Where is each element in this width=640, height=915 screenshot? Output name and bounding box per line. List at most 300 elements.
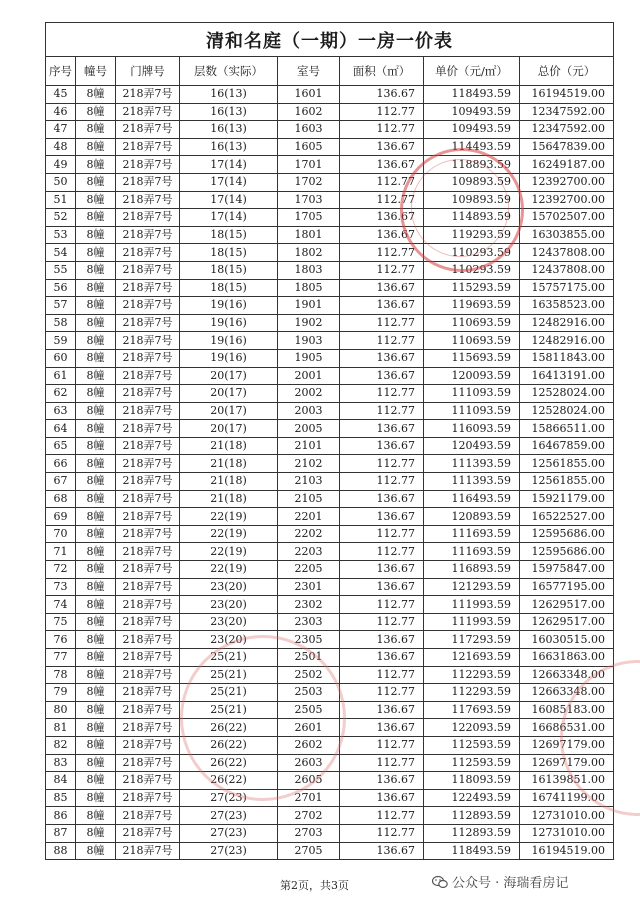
area-cell: 112.77	[340, 684, 424, 702]
building-cell: 8幢	[76, 121, 116, 139]
room-cell: 2501	[278, 649, 340, 667]
table-row	[46, 173, 614, 191]
total-price-cell: 12663348.00	[520, 666, 614, 684]
row-index-cell: 84	[46, 772, 76, 790]
total-price-cell: 16030515.00	[520, 631, 614, 649]
building-cell: 8幢	[76, 649, 116, 667]
floor-cell: 17(14)	[180, 191, 278, 209]
unit-price-cell: 109893.59	[424, 173, 520, 191]
floor-cell: 20(17)	[180, 420, 278, 438]
row-index-cell: 85	[46, 789, 76, 807]
total-price-cell: 16741199.00	[520, 789, 614, 807]
total-price-cell: 15757175.00	[520, 279, 614, 297]
floor-cell: 26(22)	[180, 754, 278, 772]
address-cell: 218弄7号	[116, 561, 180, 579]
building-cell: 8幢	[76, 86, 116, 104]
row-index-cell: 87	[46, 824, 76, 842]
room-cell: 2702	[278, 807, 340, 825]
room-cell: 1702	[278, 173, 340, 191]
building-cell: 8幢	[76, 754, 116, 772]
address-cell: 218弄7号	[116, 297, 180, 315]
floor-cell: 21(18)	[180, 490, 278, 508]
building-cell: 8幢	[76, 543, 116, 561]
total-price-cell: 16413191.00	[520, 367, 614, 385]
table-row	[46, 490, 614, 508]
floor-cell: 19(16)	[180, 297, 278, 315]
building-cell: 8幢	[76, 367, 116, 385]
row-index-cell: 71	[46, 543, 76, 561]
floor-cell: 20(17)	[180, 367, 278, 385]
price-table-sheet	[45, 22, 613, 860]
address-cell: 218弄7号	[116, 789, 180, 807]
table-row	[46, 437, 614, 455]
area-cell: 136.67	[340, 349, 424, 367]
room-cell: 1805	[278, 279, 340, 297]
row-index-cell: 55	[46, 261, 76, 279]
table-row	[46, 613, 614, 631]
address-cell: 218弄7号	[116, 596, 180, 614]
building-cell: 8幢	[76, 156, 116, 174]
floor-cell: 26(22)	[180, 719, 278, 737]
address-cell: 218弄7号	[116, 772, 180, 790]
floor-cell: 21(18)	[180, 455, 278, 473]
column-header: 幢号	[76, 57, 116, 86]
watermark	[432, 872, 568, 891]
unit-price-cell: 111393.59	[424, 473, 520, 491]
table-title: 清和名庭（一期）一房一价表	[46, 23, 614, 57]
room-cell: 1701	[278, 156, 340, 174]
address-cell: 218弄7号	[116, 490, 180, 508]
address-cell: 218弄7号	[116, 244, 180, 262]
building-cell: 8幢	[76, 455, 116, 473]
room-cell: 2302	[278, 596, 340, 614]
address-cell: 218弄7号	[116, 402, 180, 420]
row-index-cell: 53	[46, 226, 76, 244]
area-cell: 112.77	[340, 402, 424, 420]
area-cell: 112.77	[340, 613, 424, 631]
total-price-cell: 16085183.00	[520, 701, 614, 719]
floor-cell: 22(19)	[180, 508, 278, 526]
unit-price-cell: 112893.59	[424, 807, 520, 825]
address-cell: 218弄7号	[116, 473, 180, 491]
unit-price-cell: 118493.59	[424, 842, 520, 860]
area-cell: 136.67	[340, 842, 424, 860]
table-row	[46, 701, 614, 719]
table-row	[46, 332, 614, 350]
table-row	[46, 314, 614, 332]
address-cell: 218弄7号	[116, 261, 180, 279]
total-price-cell: 16249187.00	[520, 156, 614, 174]
address-cell: 218弄7号	[116, 719, 180, 737]
floor-cell: 22(19)	[180, 561, 278, 579]
table-row	[46, 367, 614, 385]
building-cell: 8幢	[76, 279, 116, 297]
unit-price-cell: 115293.59	[424, 279, 520, 297]
unit-price-cell: 122093.59	[424, 719, 520, 737]
row-index-cell: 60	[46, 349, 76, 367]
building-cell: 8幢	[76, 490, 116, 508]
address-cell: 218弄7号	[116, 226, 180, 244]
building-cell: 8幢	[76, 807, 116, 825]
total-price-cell: 12347592.00	[520, 121, 614, 139]
address-cell: 218弄7号	[116, 807, 180, 825]
total-price-cell: 12392700.00	[520, 191, 614, 209]
unit-price-cell: 122493.59	[424, 789, 520, 807]
building-cell: 8幢	[76, 244, 116, 262]
unit-price-cell: 109493.59	[424, 121, 520, 139]
table-row	[46, 385, 614, 403]
total-price-cell: 12347592.00	[520, 103, 614, 121]
unit-price-cell: 121293.59	[424, 578, 520, 596]
row-index-cell: 66	[46, 455, 76, 473]
address-cell: 218弄7号	[116, 209, 180, 227]
area-cell: 136.67	[340, 138, 424, 156]
room-cell: 2002	[278, 385, 340, 403]
row-index-cell: 64	[46, 420, 76, 438]
room-cell: 2003	[278, 402, 340, 420]
table-row	[46, 508, 614, 526]
total-price-cell: 15811843.00	[520, 349, 614, 367]
room-cell: 1802	[278, 244, 340, 262]
floor-cell: 25(21)	[180, 649, 278, 667]
room-cell: 2602	[278, 736, 340, 754]
table-row	[46, 596, 614, 614]
building-cell: 8幢	[76, 297, 116, 315]
building-cell: 8幢	[76, 332, 116, 350]
unit-price-cell: 116093.59	[424, 420, 520, 438]
room-cell: 2105	[278, 490, 340, 508]
unit-price-cell: 112293.59	[424, 684, 520, 702]
unit-price-cell: 120893.59	[424, 508, 520, 526]
address-cell: 218弄7号	[116, 420, 180, 438]
floor-cell: 23(20)	[180, 631, 278, 649]
table-row	[46, 543, 614, 561]
total-price-cell: 15921179.00	[520, 490, 614, 508]
floor-cell: 21(18)	[180, 473, 278, 491]
unit-price-cell: 114493.59	[424, 138, 520, 156]
table-row	[46, 842, 614, 860]
address-cell: 218弄7号	[116, 121, 180, 139]
room-cell: 1601	[278, 86, 340, 104]
building-cell: 8幢	[76, 349, 116, 367]
total-price-cell: 12437808.00	[520, 261, 614, 279]
area-cell: 112.77	[340, 543, 424, 561]
unit-price-cell: 109893.59	[424, 191, 520, 209]
unit-price-cell: 110293.59	[424, 261, 520, 279]
total-price-cell: 16522527.00	[520, 508, 614, 526]
table-row	[46, 824, 614, 842]
address-cell: 218弄7号	[116, 666, 180, 684]
row-index-cell: 63	[46, 402, 76, 420]
unit-price-cell: 110693.59	[424, 314, 520, 332]
address-cell: 218弄7号	[116, 138, 180, 156]
total-price-cell: 16139851.00	[520, 772, 614, 790]
unit-price-cell: 117293.59	[424, 631, 520, 649]
unit-price-cell: 115693.59	[424, 349, 520, 367]
address-cell: 218弄7号	[116, 842, 180, 860]
area-cell: 112.77	[340, 473, 424, 491]
floor-cell: 20(17)	[180, 402, 278, 420]
area-cell: 136.67	[340, 420, 424, 438]
row-index-cell: 47	[46, 121, 76, 139]
total-price-cell: 12731010.00	[520, 807, 614, 825]
row-index-cell: 86	[46, 807, 76, 825]
floor-cell: 23(20)	[180, 578, 278, 596]
building-cell: 8幢	[76, 578, 116, 596]
floor-cell: 22(19)	[180, 525, 278, 543]
column-header: 单价（元/㎡）	[424, 57, 520, 86]
building-cell: 8幢	[76, 103, 116, 121]
unit-price-cell: 116893.59	[424, 561, 520, 579]
floor-cell: 26(22)	[180, 772, 278, 790]
address-cell: 218弄7号	[116, 103, 180, 121]
area-cell: 112.77	[340, 385, 424, 403]
total-price-cell: 16686531.00	[520, 719, 614, 737]
floor-cell: 26(22)	[180, 736, 278, 754]
floor-cell: 18(15)	[180, 261, 278, 279]
unit-price-cell: 111993.59	[424, 596, 520, 614]
address-cell: 218弄7号	[116, 332, 180, 350]
address-cell: 218弄7号	[116, 508, 180, 526]
table-row	[46, 561, 614, 579]
building-cell: 8幢	[76, 209, 116, 227]
address-cell: 218弄7号	[116, 367, 180, 385]
unit-price-cell: 109493.59	[424, 103, 520, 121]
area-cell: 112.77	[340, 596, 424, 614]
row-index-cell: 50	[46, 173, 76, 191]
row-index-cell: 57	[46, 297, 76, 315]
table-row	[46, 138, 614, 156]
address-cell: 218弄7号	[116, 191, 180, 209]
total-price-cell: 12528024.00	[520, 402, 614, 420]
building-cell: 8幢	[76, 420, 116, 438]
column-header: 层数（实际）	[180, 57, 278, 86]
address-cell: 218弄7号	[116, 754, 180, 772]
unit-price-cell: 116493.59	[424, 490, 520, 508]
unit-price-cell: 118893.59	[424, 156, 520, 174]
address-cell: 218弄7号	[116, 631, 180, 649]
building-cell: 8幢	[76, 701, 116, 719]
area-cell: 136.67	[340, 789, 424, 807]
total-price-cell: 12697179.00	[520, 754, 614, 772]
area-cell: 112.77	[340, 807, 424, 825]
unit-price-cell: 114893.59	[424, 209, 520, 227]
unit-price-cell: 119293.59	[424, 226, 520, 244]
row-index-cell: 73	[46, 578, 76, 596]
room-cell: 1603	[278, 121, 340, 139]
room-cell: 1703	[278, 191, 340, 209]
area-cell: 136.67	[340, 701, 424, 719]
table-row	[46, 578, 614, 596]
building-cell: 8幢	[76, 631, 116, 649]
total-price-cell: 12629517.00	[520, 596, 614, 614]
area-cell: 136.67	[340, 631, 424, 649]
address-cell: 218弄7号	[116, 349, 180, 367]
room-cell: 2502	[278, 666, 340, 684]
table-row	[46, 754, 614, 772]
column-header: 门牌号	[116, 57, 180, 86]
total-price-cell: 16467859.00	[520, 437, 614, 455]
floor-cell: 23(20)	[180, 596, 278, 614]
area-cell: 112.77	[340, 455, 424, 473]
building-cell: 8幢	[76, 437, 116, 455]
area-cell: 136.67	[340, 226, 424, 244]
floor-cell: 27(23)	[180, 807, 278, 825]
area-cell: 136.67	[340, 490, 424, 508]
row-index-cell: 70	[46, 525, 76, 543]
floor-cell: 19(16)	[180, 314, 278, 332]
total-price-cell: 16303855.00	[520, 226, 614, 244]
area-cell: 136.67	[340, 578, 424, 596]
building-cell: 8幢	[76, 138, 116, 156]
area-cell: 136.67	[340, 561, 424, 579]
floor-cell: 19(16)	[180, 332, 278, 350]
address-cell: 218弄7号	[116, 736, 180, 754]
room-cell: 2201	[278, 508, 340, 526]
unit-price-cell: 112893.59	[424, 824, 520, 842]
room-cell: 2503	[278, 684, 340, 702]
address-cell: 218弄7号	[116, 613, 180, 631]
room-cell: 1905	[278, 349, 340, 367]
room-cell: 2601	[278, 719, 340, 737]
table-row	[46, 402, 614, 420]
row-index-cell: 88	[46, 842, 76, 860]
total-price-cell: 16577195.00	[520, 578, 614, 596]
room-cell: 2703	[278, 824, 340, 842]
total-price-cell: 12528024.00	[520, 385, 614, 403]
row-index-cell: 62	[46, 385, 76, 403]
row-index-cell: 45	[46, 86, 76, 104]
floor-cell: 18(15)	[180, 244, 278, 262]
total-price-cell: 15647839.00	[520, 138, 614, 156]
row-index-cell: 82	[46, 736, 76, 754]
building-cell: 8幢	[76, 402, 116, 420]
table-row	[46, 420, 614, 438]
table-row	[46, 209, 614, 227]
building-cell: 8幢	[76, 226, 116, 244]
column-header: 序号	[46, 57, 76, 86]
room-cell: 2103	[278, 473, 340, 491]
table-row	[46, 631, 614, 649]
floor-cell: 18(15)	[180, 279, 278, 297]
area-cell: 112.77	[340, 666, 424, 684]
total-price-cell: 16194519.00	[520, 842, 614, 860]
total-price-cell: 12561855.00	[520, 473, 614, 491]
column-header: 室号	[278, 57, 340, 86]
building-cell: 8幢	[76, 789, 116, 807]
address-cell: 218弄7号	[116, 543, 180, 561]
area-cell: 136.67	[340, 86, 424, 104]
room-cell: 1801	[278, 226, 340, 244]
row-index-cell: 72	[46, 561, 76, 579]
room-cell: 2301	[278, 578, 340, 596]
room-cell: 1605	[278, 138, 340, 156]
table-row	[46, 121, 614, 139]
table-row	[46, 525, 614, 543]
area-cell: 112.77	[340, 244, 424, 262]
area-cell: 136.67	[340, 279, 424, 297]
address-cell: 218弄7号	[116, 455, 180, 473]
table-row	[46, 279, 614, 297]
row-index-cell: 74	[46, 596, 76, 614]
room-cell: 2005	[278, 420, 340, 438]
floor-cell: 20(17)	[180, 385, 278, 403]
total-price-cell: 16358523.00	[520, 297, 614, 315]
building-cell: 8幢	[76, 508, 116, 526]
area-cell: 112.77	[340, 332, 424, 350]
unit-price-cell: 112293.59	[424, 666, 520, 684]
unit-price-cell: 110693.59	[424, 332, 520, 350]
row-index-cell: 76	[46, 631, 76, 649]
floor-cell: 17(14)	[180, 209, 278, 227]
unit-price-cell: 120493.59	[424, 437, 520, 455]
total-price-cell: 12697179.00	[520, 736, 614, 754]
floor-cell: 16(13)	[180, 86, 278, 104]
address-cell: 218弄7号	[116, 86, 180, 104]
table-row	[46, 666, 614, 684]
table-row	[46, 807, 614, 825]
row-index-cell: 51	[46, 191, 76, 209]
row-index-cell: 59	[46, 332, 76, 350]
room-cell: 1903	[278, 332, 340, 350]
address-cell: 218弄7号	[116, 525, 180, 543]
total-price-cell: 12595686.00	[520, 525, 614, 543]
table-row	[46, 297, 614, 315]
room-cell: 2101	[278, 437, 340, 455]
unit-price-cell: 111693.59	[424, 543, 520, 561]
table-row	[46, 103, 614, 121]
address-cell: 218弄7号	[116, 156, 180, 174]
table-row	[46, 473, 614, 491]
address-cell: 218弄7号	[116, 279, 180, 297]
row-index-cell: 54	[46, 244, 76, 262]
area-cell: 112.77	[340, 824, 424, 842]
row-index-cell: 58	[46, 314, 76, 332]
row-index-cell: 56	[46, 279, 76, 297]
row-index-cell: 48	[46, 138, 76, 156]
area-cell: 112.77	[340, 736, 424, 754]
row-index-cell: 78	[46, 666, 76, 684]
address-cell: 218弄7号	[116, 701, 180, 719]
room-cell: 2705	[278, 842, 340, 860]
room-cell: 2603	[278, 754, 340, 772]
area-cell: 136.67	[340, 297, 424, 315]
total-price-cell: 15975847.00	[520, 561, 614, 579]
row-index-cell: 83	[46, 754, 76, 772]
area-cell: 136.67	[340, 367, 424, 385]
row-index-cell: 49	[46, 156, 76, 174]
table-row	[46, 455, 614, 473]
table-row	[46, 244, 614, 262]
total-price-cell: 16194519.00	[520, 86, 614, 104]
area-cell: 136.67	[340, 649, 424, 667]
table-row	[46, 226, 614, 244]
floor-cell: 17(14)	[180, 173, 278, 191]
unit-price-cell: 110293.59	[424, 244, 520, 262]
table-row	[46, 684, 614, 702]
table-row	[46, 772, 614, 790]
room-cell: 2001	[278, 367, 340, 385]
total-price-cell: 12392700.00	[520, 173, 614, 191]
building-cell: 8幢	[76, 824, 116, 842]
total-price-cell: 12629517.00	[520, 613, 614, 631]
area-cell: 112.77	[340, 314, 424, 332]
area-cell: 112.77	[340, 754, 424, 772]
table-row	[46, 719, 614, 737]
floor-cell: 17(14)	[180, 156, 278, 174]
building-cell: 8幢	[76, 314, 116, 332]
row-index-cell: 67	[46, 473, 76, 491]
